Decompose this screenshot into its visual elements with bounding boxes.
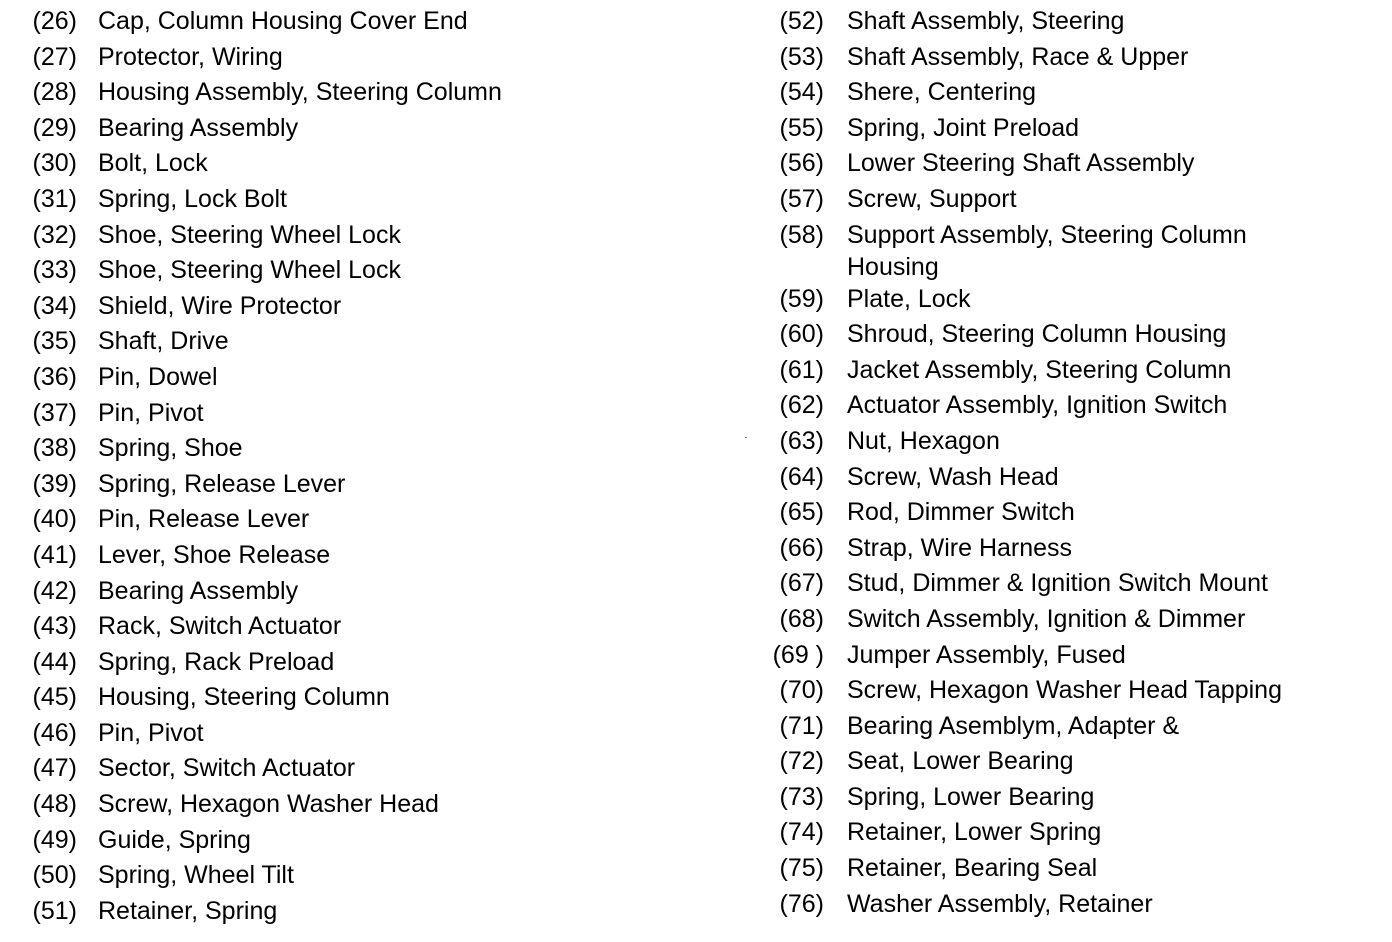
parts-list-item bbox=[0, 538, 700, 574]
part-description-text: Screw, Support bbox=[847, 184, 1017, 213]
part-description-text: Spring, Wheel Tilt bbox=[98, 861, 294, 890]
parts-list-item bbox=[760, 638, 1392, 674]
part-number: (55) bbox=[779, 113, 824, 142]
part-description-text: Spring, Lower Bearing bbox=[847, 782, 1095, 811]
part-description bbox=[847, 673, 1282, 709]
part-description-text: Spring, Joint Preload bbox=[847, 113, 1080, 142]
part-number: (59) bbox=[779, 284, 824, 313]
part-number: (51) bbox=[32, 896, 77, 925]
part-description-text: Pin, Dowel bbox=[98, 362, 218, 391]
part-description bbox=[98, 823, 251, 859]
part-number: (40) bbox=[32, 505, 77, 534]
parts-list-item bbox=[760, 744, 1392, 780]
part-number: (53) bbox=[779, 42, 824, 71]
part-description-text: Pin, Pivot bbox=[98, 398, 204, 427]
parts-list-item bbox=[0, 894, 700, 930]
part-description bbox=[98, 680, 390, 716]
part-description bbox=[98, 40, 283, 76]
part-description bbox=[98, 538, 330, 574]
part-description bbox=[847, 709, 1179, 745]
part-number: (47) bbox=[32, 754, 77, 783]
part-number: (65) bbox=[779, 498, 824, 527]
part-number: (67) bbox=[779, 569, 824, 598]
parts-list-item bbox=[0, 396, 700, 432]
part-description bbox=[847, 424, 1000, 460]
part-description bbox=[847, 460, 1059, 496]
part-description-text: Plate, Lock bbox=[847, 284, 971, 313]
part-number: (27) bbox=[32, 42, 77, 71]
part-description-continuation: Housing bbox=[847, 253, 939, 282]
part-number: (57) bbox=[779, 184, 824, 213]
part-description-text: Strap, Wire Harness bbox=[847, 533, 1073, 562]
parts-list-item bbox=[760, 815, 1392, 851]
part-description bbox=[847, 780, 1094, 816]
part-description-text: Bearing Assembly bbox=[98, 576, 299, 605]
part-description bbox=[98, 645, 334, 681]
parts-list-item bbox=[0, 502, 700, 538]
part-number: (56) bbox=[779, 149, 824, 178]
part-number: (73) bbox=[779, 782, 824, 811]
part-number: (70) bbox=[779, 676, 824, 705]
part-number: (32) bbox=[32, 220, 77, 249]
part-number: (35) bbox=[32, 327, 77, 356]
part-number: (46) bbox=[32, 718, 77, 747]
parts-list-item bbox=[760, 111, 1392, 147]
part-number: (60) bbox=[779, 320, 824, 349]
part-description bbox=[847, 851, 1097, 887]
parts-list-item bbox=[760, 460, 1392, 496]
part-description bbox=[98, 716, 204, 752]
part-number: (74) bbox=[779, 818, 824, 847]
part-description bbox=[847, 744, 1074, 780]
part-description-text: Pin, Pivot bbox=[98, 718, 204, 747]
parts-list-item bbox=[0, 289, 700, 325]
part-description-text: Guide, Spring bbox=[98, 825, 251, 854]
part-description bbox=[847, 531, 1072, 567]
part-description bbox=[98, 4, 468, 40]
part-number: (43) bbox=[32, 612, 77, 641]
part-description-text: Washer Assembly, Retainer bbox=[847, 889, 1153, 918]
parts-list-item bbox=[0, 858, 700, 894]
parts-list-item bbox=[760, 531, 1392, 567]
part-number: (33) bbox=[32, 256, 77, 285]
part-description-text: Rod, Dimmer Switch bbox=[847, 498, 1075, 527]
part-description bbox=[98, 858, 294, 894]
part-description-text: Screw, Wash Head bbox=[847, 462, 1059, 491]
part-description bbox=[847, 4, 1124, 40]
part-description bbox=[847, 146, 1194, 182]
part-description bbox=[98, 431, 243, 467]
part-description bbox=[98, 396, 204, 432]
parts-list-item bbox=[0, 751, 700, 787]
parts-list-item bbox=[0, 40, 700, 76]
part-description bbox=[98, 182, 287, 218]
parts-list-item bbox=[760, 709, 1392, 745]
part-number: (26) bbox=[32, 7, 77, 35]
part-description-text: Nut, Hexagon bbox=[847, 426, 1000, 455]
part-number: (37) bbox=[32, 398, 77, 427]
part-number: (31) bbox=[32, 184, 77, 213]
part-number: (64) bbox=[779, 462, 824, 491]
part-description-text: Retainer, Bearing Seal bbox=[847, 854, 1098, 883]
parts-list-item bbox=[760, 218, 1392, 282]
parts-list-item bbox=[0, 645, 700, 681]
part-description-text: Lower Steering Shaft Assembly bbox=[847, 149, 1195, 178]
part-description bbox=[847, 602, 1245, 638]
part-number: (71) bbox=[779, 711, 824, 740]
parts-list-left-column bbox=[0, 4, 700, 929]
parts-list-item bbox=[0, 360, 700, 396]
part-description-text: Rack, Switch Actuator bbox=[98, 612, 342, 641]
parts-list-item bbox=[0, 716, 700, 752]
part-number: (72) bbox=[779, 747, 824, 776]
part-description-text: Sector, Switch Actuator bbox=[98, 754, 356, 783]
part-description bbox=[847, 218, 1247, 283]
scan-speck bbox=[745, 437, 747, 438]
part-number: (42) bbox=[32, 576, 77, 605]
parts-list-item bbox=[760, 353, 1392, 389]
part-description-text: Cap, Column Housing Cover End bbox=[98, 7, 468, 35]
part-description-text: Housing Assembly, Steering Column bbox=[98, 78, 502, 107]
part-description bbox=[847, 887, 1153, 923]
part-description bbox=[847, 75, 1036, 111]
part-description bbox=[847, 40, 1188, 76]
part-number: (58) bbox=[779, 220, 824, 249]
parts-list-item bbox=[760, 780, 1392, 816]
part-description bbox=[847, 182, 1017, 218]
part-description bbox=[98, 146, 208, 182]
part-description bbox=[98, 324, 229, 360]
part-description bbox=[847, 317, 1226, 353]
parts-list-item bbox=[760, 673, 1392, 709]
part-description bbox=[98, 574, 298, 610]
parts-list-item bbox=[760, 40, 1392, 76]
part-description-text: Stud, Dimmer & Ignition Switch Mount bbox=[847, 569, 1268, 598]
parts-list-item bbox=[0, 787, 700, 823]
part-description-text: Shaft Assembly, Race & Upper bbox=[847, 42, 1189, 71]
part-description bbox=[98, 609, 341, 645]
part-number: (36) bbox=[32, 362, 77, 391]
part-description-text: Seat, Lower Bearing bbox=[847, 747, 1074, 776]
part-description bbox=[847, 353, 1231, 389]
parts-list-item bbox=[0, 146, 700, 182]
part-number: (29) bbox=[32, 113, 77, 142]
part-number: (76) bbox=[779, 889, 824, 918]
part-description-text: Jumper Assembly, Fused bbox=[847, 640, 1126, 669]
part-description-text: Protector, Wiring bbox=[98, 42, 283, 71]
part-description-text: Screw, Hexagon Washer Head Tapping bbox=[847, 676, 1282, 705]
parts-list-item bbox=[0, 680, 700, 716]
part-number: (63) bbox=[779, 426, 824, 455]
part-description-text: Shoe, Steering Wheel Lock bbox=[98, 256, 401, 285]
part-number: (68) bbox=[779, 604, 824, 633]
part-number: (44) bbox=[32, 647, 77, 676]
part-description bbox=[98, 894, 277, 930]
parts-list-item bbox=[760, 887, 1392, 923]
parts-list-item bbox=[0, 4, 700, 40]
part-description-text: Spring, Release Lever bbox=[98, 469, 346, 498]
part-description-text: Screw, Hexagon Washer Head bbox=[98, 790, 439, 819]
parts-list-item bbox=[0, 574, 700, 610]
part-description-text: Actuator Assembly, Ignition Switch bbox=[847, 391, 1228, 420]
parts-list-item bbox=[760, 146, 1392, 182]
part-description-text: Jacket Assembly, Steering Column bbox=[847, 355, 1232, 384]
part-description bbox=[847, 815, 1101, 851]
part-description bbox=[847, 495, 1075, 531]
part-description-text: Shield, Wire Protector bbox=[98, 291, 342, 320]
parts-list-item bbox=[760, 851, 1392, 887]
parts-list-item bbox=[0, 823, 700, 859]
part-description-text: Bolt, Lock bbox=[98, 149, 208, 178]
parts-list-item bbox=[0, 111, 700, 147]
parts-list-item bbox=[0, 431, 700, 467]
parts-list-item bbox=[760, 495, 1392, 531]
part-description-text: Switch Assembly, Ignition & Dimmer bbox=[847, 604, 1246, 633]
part-description-text: Spring, Shoe bbox=[98, 434, 243, 463]
part-description-text: Shoe, Steering Wheel Lock bbox=[98, 220, 401, 249]
part-description-text: Shroud, Steering Column Housing bbox=[847, 320, 1227, 349]
part-number: (69 ) bbox=[772, 640, 824, 669]
part-description-text: Pin, Release Lever bbox=[98, 505, 310, 534]
parts-list-item bbox=[0, 609, 700, 645]
part-description bbox=[98, 75, 502, 111]
part-description-text: Spring, Rack Preload bbox=[98, 647, 335, 676]
part-description bbox=[847, 111, 1079, 147]
part-number: (48) bbox=[32, 790, 77, 819]
part-description-text: Shaft Assembly, Steering bbox=[847, 7, 1125, 35]
parts-list-item bbox=[760, 317, 1392, 353]
parts-list-item bbox=[0, 182, 700, 218]
parts-list-item bbox=[760, 4, 1392, 40]
part-number: (38) bbox=[32, 434, 77, 463]
part-description bbox=[98, 253, 401, 289]
part-number: (52) bbox=[779, 7, 824, 35]
part-description bbox=[98, 111, 298, 147]
parts-list-right-column bbox=[760, 4, 1392, 922]
part-description bbox=[98, 218, 401, 254]
part-description bbox=[98, 467, 345, 503]
part-number: (34) bbox=[32, 291, 77, 320]
parts-list-item bbox=[760, 424, 1392, 460]
part-description bbox=[98, 787, 439, 823]
part-description-text: Bearing Asemblym, Adapter & bbox=[847, 711, 1180, 740]
part-description bbox=[847, 282, 971, 318]
part-number: (28) bbox=[32, 78, 77, 107]
part-number: (49) bbox=[32, 825, 77, 854]
part-number: (66) bbox=[779, 533, 824, 562]
part-description bbox=[847, 566, 1268, 602]
part-number: (45) bbox=[32, 683, 77, 712]
part-description-text: Lever, Shoe Release bbox=[98, 540, 331, 569]
parts-list-item bbox=[0, 253, 700, 289]
part-number: (30) bbox=[32, 149, 77, 178]
part-number: (75) bbox=[779, 854, 824, 883]
parts-list-item bbox=[760, 75, 1392, 111]
part-description-text: Retainer, Lower Spring bbox=[847, 818, 1102, 847]
part-number: (54) bbox=[779, 78, 824, 107]
part-description bbox=[98, 360, 218, 396]
parts-list-item bbox=[760, 182, 1392, 218]
part-number: (41) bbox=[32, 540, 77, 569]
parts-list-item bbox=[0, 218, 700, 254]
part-description-text: Bearing Assembly bbox=[98, 113, 299, 142]
parts-list-item bbox=[760, 282, 1392, 318]
parts-list-item bbox=[760, 602, 1392, 638]
part-description-text: Shaft, Drive bbox=[98, 327, 229, 356]
part-number: (50) bbox=[32, 861, 77, 890]
part-number: (39) bbox=[32, 469, 77, 498]
part-description-text: Shere, Centering bbox=[847, 78, 1037, 107]
parts-list-item bbox=[0, 324, 700, 360]
parts-list-item bbox=[760, 388, 1392, 424]
part-number: (62) bbox=[779, 391, 824, 420]
part-description bbox=[98, 289, 341, 325]
part-description-text: Support Assembly, Steering Column bbox=[847, 220, 1247, 249]
part-description-text: Spring, Lock Bolt bbox=[98, 184, 287, 213]
part-description bbox=[847, 388, 1227, 424]
part-description bbox=[98, 751, 355, 787]
part-description-text: Housing, Steering Column bbox=[98, 683, 390, 712]
part-number: (61) bbox=[779, 355, 824, 384]
part-description bbox=[847, 638, 1126, 674]
parts-list-item bbox=[760, 566, 1392, 602]
part-description-text: Retainer, Spring bbox=[98, 896, 278, 925]
part-description bbox=[98, 502, 309, 538]
parts-list-item bbox=[0, 467, 700, 503]
parts-list-item bbox=[0, 75, 700, 111]
